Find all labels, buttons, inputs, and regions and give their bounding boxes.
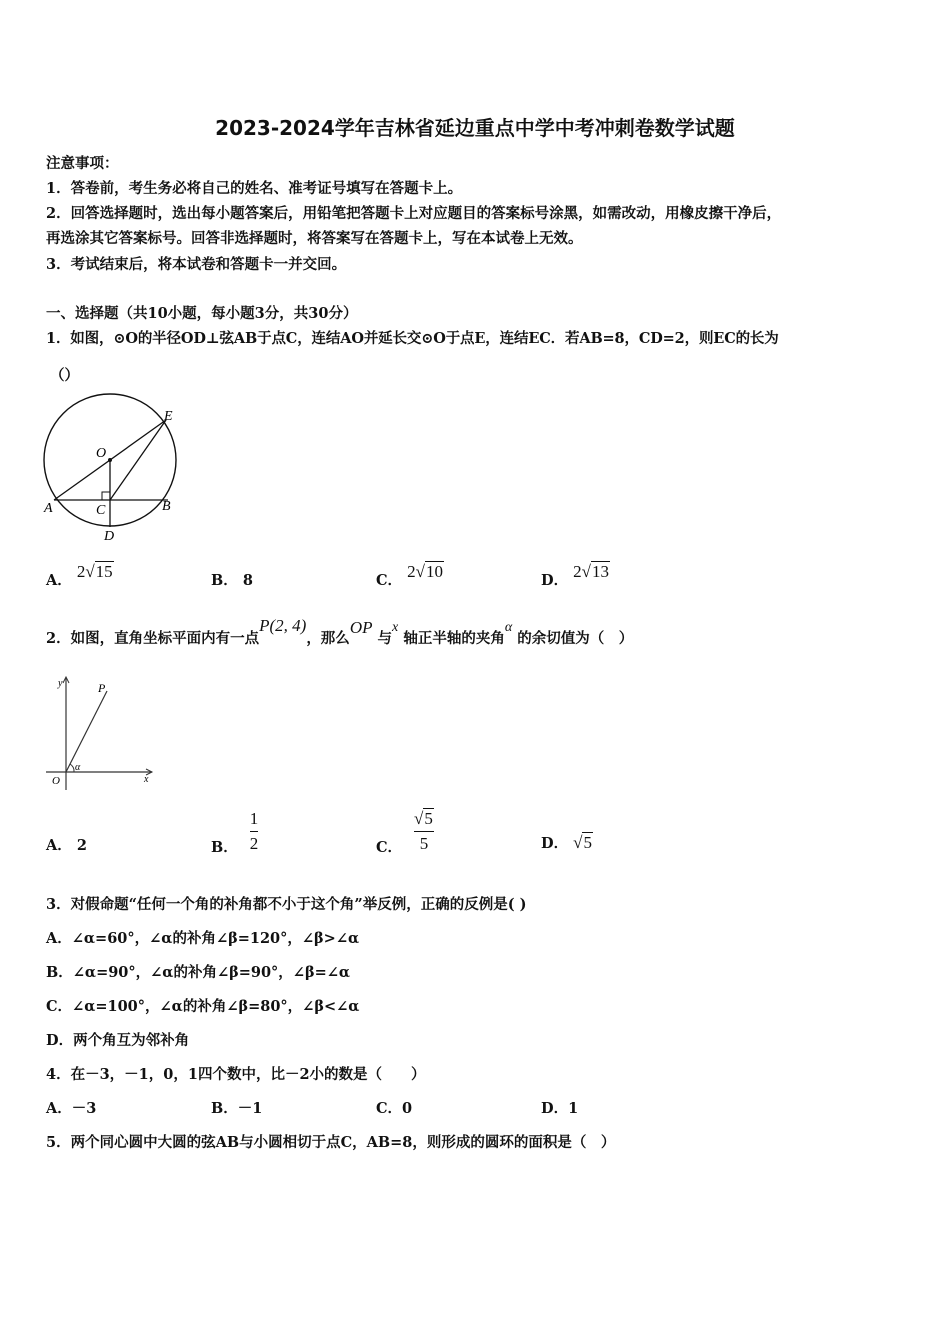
q2-option-a[interactable] (46, 834, 87, 855)
option-label: A． (46, 837, 72, 854)
q1-paren: （） (50, 367, 79, 384)
q4-option-c[interactable]: C．0 (376, 1100, 413, 1117)
q2-option-b[interactable] (211, 806, 258, 857)
q1-label-d: D (104, 529, 115, 544)
notice-item: 2．回答选择题时，选出每小题答案后，用铅笔把答题卡上对应题目的答案标号涂黑，如需改动，用橡皮擦干净后， (46, 205, 782, 222)
q3-option-c[interactable]: C．∠α=100°，∠α的补角∠β=80°，∠β<∠α (46, 998, 360, 1015)
q2-label-o: O (52, 775, 60, 787)
q1-label-e: E (164, 409, 173, 424)
option-label: D． (541, 835, 569, 852)
q1-option-c[interactable] (376, 562, 444, 590)
q3-option-a[interactable]: A．∠α=60°，∠α的补角∠β=120°，∠β>∠α (46, 930, 360, 947)
option-label: C． (376, 839, 403, 856)
q4-option-d[interactable]: D．1 (541, 1100, 579, 1117)
notice-item: 3．考试结束后，将本试卷和答题卡一并交回。 (46, 256, 347, 273)
q1-option-b[interactable] (211, 569, 253, 590)
q2-coordinate-figure (44, 674, 158, 792)
option-label: A． (46, 572, 72, 589)
option-math: 2√15 (76, 562, 113, 581)
q1-stem: 1．如图，⊙O的半径OD⊥弦AB于点C，连结AO并延长交⊙O于点E，连结EC．若AB=8，CD=2，则EC的长为 (46, 330, 779, 347)
option-label: C． (376, 572, 403, 589)
q2-label-alpha: α (75, 762, 81, 773)
option-fraction: $\frac{√5}{5}$ (414, 809, 433, 853)
q1-option-d[interactable] (541, 562, 610, 590)
q3-option-d[interactable]: D．两个角互为邻补角 (46, 1032, 190, 1049)
q2-stem: 2．如图，直角坐标平面内有一点P(2, 4)，那么OP 与x 轴正半轴的夹角α 的余切值为（ ） (46, 616, 634, 647)
q2-option-d[interactable] (541, 832, 593, 853)
q1-label-a: A (44, 501, 53, 516)
q2-label-x: x (144, 774, 149, 785)
q1-label-b: B (162, 499, 171, 514)
q2-label-y: y (58, 678, 63, 689)
option-math: 2√10 (407, 562, 443, 581)
section-heading: 一、选择题（共10小题，每小题3分，共30分） (46, 305, 358, 322)
q2-option-c[interactable] (376, 806, 434, 857)
q3-option-b[interactable]: B．∠α=90°，∠α的补角∠β=90°，∠β=∠α (46, 964, 351, 981)
q4-option-a[interactable]: A．－3 (46, 1100, 97, 1117)
q4-stem: 4．在－3，－1，0，1四个数中，比－2小的数是（ ） (46, 1066, 426, 1083)
option-math: 2√13 (573, 562, 609, 581)
q1-label-o: O (96, 446, 107, 461)
notice-item: 再选涂其它答案标号。回答非选择题时，将答案写在答题卡上，写在本试卷上无效。 (46, 230, 583, 247)
notice-heading: 注意事项： (46, 155, 119, 172)
option-math: √5 (573, 833, 592, 852)
q4-option-b[interactable]: B．－1 (211, 1100, 263, 1117)
page-title: 2023-2024学年吉林省延边重点中学中考冲刺卷数学试题 (215, 116, 735, 140)
q2-label-p: P (98, 681, 106, 695)
option-label: D． (541, 572, 569, 589)
option-text: 8 (242, 572, 253, 589)
option-fraction: $\frac{1}{2}$ (249, 809, 259, 853)
option-text: 2 (76, 837, 87, 854)
option-label: B． (211, 572, 238, 589)
q1-option-a[interactable] (46, 562, 114, 590)
q1-circle-figure (38, 392, 188, 548)
notice-item: 1．答卷前，考生务必将自己的姓名、准考证号填写在答题卡上。 (46, 180, 463, 197)
option-label: B． (211, 839, 238, 856)
q1-label-c: C (96, 503, 106, 518)
q3-stem: 3．对假命题“任何一个角的补角都不小于这个角”举反例，正确的反例是( ) (46, 896, 527, 913)
q5-stem: 5．两个同心圆中大圆的弦AB与小圆相切于点C，AB=8，则形成的圆环的面积是（ ） (46, 1134, 616, 1151)
